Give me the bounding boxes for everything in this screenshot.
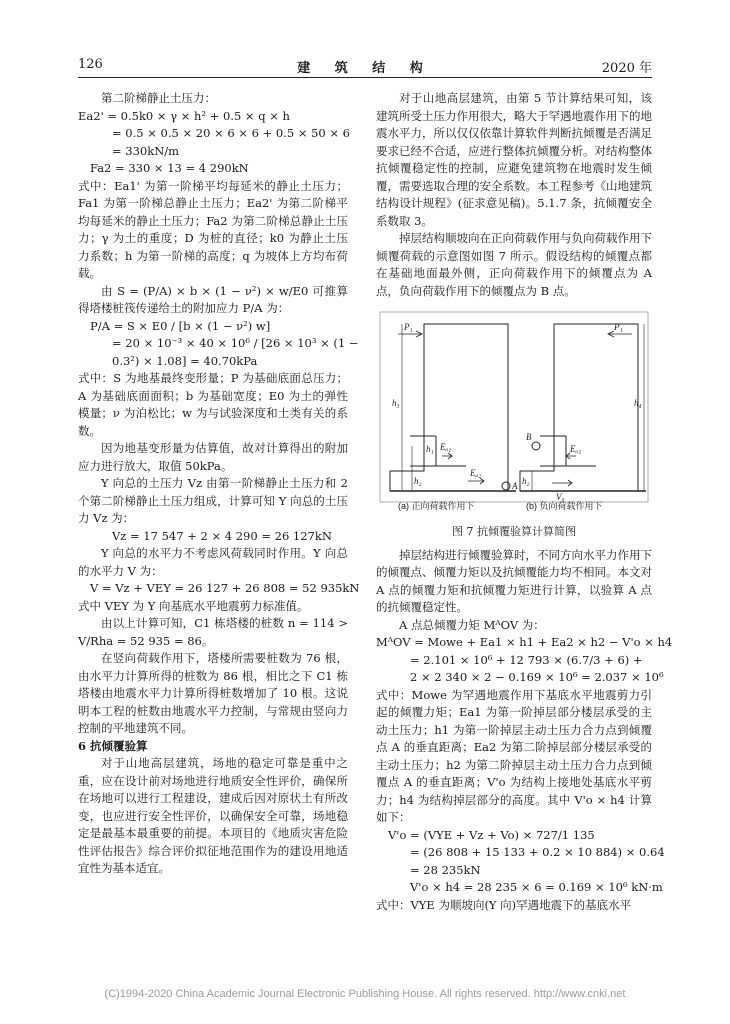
label-h2-b: h₂ xyxy=(522,476,530,486)
label-A: A xyxy=(512,481,518,491)
equation: 0.3²) × 1.08] = 40.70kPa xyxy=(112,353,258,368)
paragraph: 掉层结构顺坡向在正向荷载作用与负向荷载作用下倾覆荷载的示意图如图 7 所示。假设结构的倾覆点都在基础地面最外侧，正向荷载作用下的倾覆点为 A 点，负向荷载作用下的倾覆点为 B 点。 xyxy=(376,231,652,298)
equation: V'o = (VYE + Vz + Vo) × 727/1 135 xyxy=(388,827,595,842)
journal-year: 2020 年 xyxy=(601,61,652,76)
label-Ea1-a: Eₐ₁ xyxy=(440,442,452,452)
paragraph: Y 向总的水平力不考虑风荷载同时作用。Y 向总的水平力 V 为： xyxy=(78,546,348,578)
subheading: A 点总倾覆力矩 MᴬOV 为： xyxy=(399,617,545,632)
subcaption-a: (a) 正向荷载作用下 xyxy=(398,500,475,511)
equation: P/A = S × E0 / [b × (1 − ν²) w] xyxy=(90,318,271,333)
equation: V'o × h4 = 28 235 × 6 = 0.169 × 10⁶ kN·m xyxy=(410,880,663,894)
page-header xyxy=(78,55,652,78)
subheading: 第二阶梯静止土压力： xyxy=(101,91,216,105)
overturning-diagram xyxy=(376,306,652,506)
paragraph: 式中 VEY 为 Y 向基底水平地震剪力标准值。 xyxy=(78,598,309,613)
equation: 2 × 2 340 × 2 − 0.169 × 10⁶ = 2.037 × 10⁶ xyxy=(410,670,664,684)
label-Ea2-a: Eₐ₂ xyxy=(470,468,482,478)
paragraph: 式中：S 为地基最终变形量；P 为基础底面总压力；A 为基础底面面积；b 为基础宽度；E0 为土的弹性模量；ν 为泊松比；w 为与试验深度和土类有关的系数。 xyxy=(78,371,348,438)
equation: = 20 × 10⁻³ × 40 × 10⁶ / [26 × 10³ × (1 − xyxy=(112,336,359,350)
paragraph: 式中：Mowe 为罕遇地震作用下基底水平地震剪力引起的倾覆力矩；Ea1 为第一阶掉层部分楼层承受的主动土压力；h1 为第一阶掉层主动土压力合力点到倾覆点 A 的垂直距离；Ea2 为第二阶掉层部分楼层承受的主动土压力；h2 为第二阶掉层主动土压力合力点到倾覆点 A 的垂直距离；V'o 为结构上接地处基底水平剪力；h4 为结构掉层部分的高度。其中 V'o × h4 计算如下： xyxy=(376,687,652,824)
right-column xyxy=(376,90,673,914)
equation: Ea2' = 0.5k0 × γ × h² + 0.5 × q × h xyxy=(78,108,290,123)
label-P1-a: P₁ xyxy=(404,322,413,332)
paragraph: 对于山地高层建筑，场地的稳定可靠是重中之重，应在设计前对场地进行地质安全性评价，确保所在场地可以进行工程建设，建成后因对原状土有所改变，也应进行安全性评价，以确保安全可靠，场地稳定是最基本最重要的前提。本项目的《地质灾害危险性评估报告》综合评价拟征地范围作为的建设用地适宜性为基本适宜。 xyxy=(78,756,348,875)
label-Vo-b: V₀ xyxy=(556,492,565,502)
equation: Fa2 = 330 × 13 = 4 290kN xyxy=(90,161,249,175)
paragraph: Y 向总的土压力 Vz 由第一阶梯静止土压力和 2 个第二阶梯静止土压力组成，计算可知 Y 向总的土压力 Vz 为： xyxy=(78,476,348,525)
copyright-footer: (C)1994-2020 China Academic Journal Electronic Publishing House. All rights reserved. http://www.cnki.net xyxy=(104,988,626,1000)
figure-caption: 图 7 抗倾覆验算计算简图 xyxy=(452,525,576,538)
paragraph: 式中：VYE 为顺坡向(Y 向)罕遇地震下的基底水平 xyxy=(376,897,632,912)
equation: = 28 235kN xyxy=(410,862,481,877)
paragraph: 由以上计算可知，C1 栋塔楼的桩数 n = 114 > V/Rha = 52 935 = 86。 xyxy=(78,616,348,648)
journal-title: 建 筑 结 构 xyxy=(297,61,433,76)
equation: = 2.101 × 10⁶ + 12 793 × (6.7/3 + 6) + xyxy=(410,652,643,667)
figure-7 xyxy=(376,306,652,521)
equation: = 330kN/m xyxy=(112,143,180,158)
equation: MᴬOV = Mowe + Ea1 × h1 + Ea2 × h2 − V'o × h4 xyxy=(376,635,673,649)
paragraph: 在竖向荷载作用下，塔楼所需要桩数为 76 根，由水平力计算所得的桩数为 86 根，相比之下 C1 栋塔楼由地震水平力计算所得桩数增加了 10 根。这说明本工程的桩数由地震水平力控制，与常规由竖向力控制的平地建筑不同。 xyxy=(78,651,348,735)
paragraph: 因为地基变形量为估算值，故对计算得出的附加应力进行放大，取值 50kPa。 xyxy=(78,441,348,473)
equation: V = Vz + VEY = 26 127 + 26 808 = 52 935kN xyxy=(90,581,360,595)
label-h2-a: h₂ xyxy=(414,476,422,486)
equation: = 0.5 × 0.5 × 20 × 6 × 6 + 0.5 × 50 × 6 xyxy=(112,126,351,140)
paragraph: 由 S = (P/A) × b × (1 − ν²) × w/E0 可推算得塔楼桩筏传递给土的附加应力 P/A 为： xyxy=(78,283,348,315)
label-h1-a: h₁ xyxy=(426,444,434,454)
label-Ea1-b: Eₐ₁ xyxy=(570,444,582,454)
section-heading: 6 抗倾覆验算 xyxy=(78,738,148,753)
label-P1-b: P₁ xyxy=(614,322,623,332)
label-h4-b: h₄ xyxy=(634,398,642,408)
equation: = (26 808 + 15 133 + 0.2 × 10 884) × 0.64 xyxy=(410,845,665,859)
paragraph: 掉层结构进行倾覆验算时，不同方向水平力作用下的倾覆点、倾覆力矩以及抗倾覆能力均不相同。本文对 A 点的倾覆力矩和抗倾覆力矩进行计算，以验算 A 点的抗倾覆稳定性。 xyxy=(376,547,652,614)
subcaption-b: (b) 负向荷载作用下 xyxy=(526,500,603,511)
label-h3-a: h₃ xyxy=(392,398,400,408)
paragraph: 对于山地高层建筑，由第 5 节计算结果可知，该建筑所受土压力作用很大，略大于罕遇地震作用下的地震水平力，所以仅仅依靠计算软件判断抗倾覆是否满足要求已经不合适，应进行整体抗倾覆分析。对结构整体抗倾覆稳定性的控制，应避免建筑物在地震时发生倾覆，需要选取合理的安全系数。本工程参考《山地建筑结构设计规程》(征求意见稿)。5.1.7 条，抗倾覆安全系数取 3。 xyxy=(376,91,652,228)
left-column xyxy=(78,90,360,878)
paragraph: 式中：Ea1' 为第一阶梯平均每延米的静止土压力；Fa1 为第一阶梯总静止土压力；Ea2' 为第二阶梯平均每延米的静止土压力；Fa2 为第二阶梯总静止土压力；γ 为土的重度；D 为桩的直径；k0 为静止土压力系数；h 为第一阶梯的高度；q 为坡体上方均布荷载。 xyxy=(78,178,348,280)
label-B: B xyxy=(526,432,532,442)
equation: Vz = 17 547 + 2 × 4 290 = 26 127kN xyxy=(112,528,332,543)
page-number: 126 xyxy=(78,57,103,72)
